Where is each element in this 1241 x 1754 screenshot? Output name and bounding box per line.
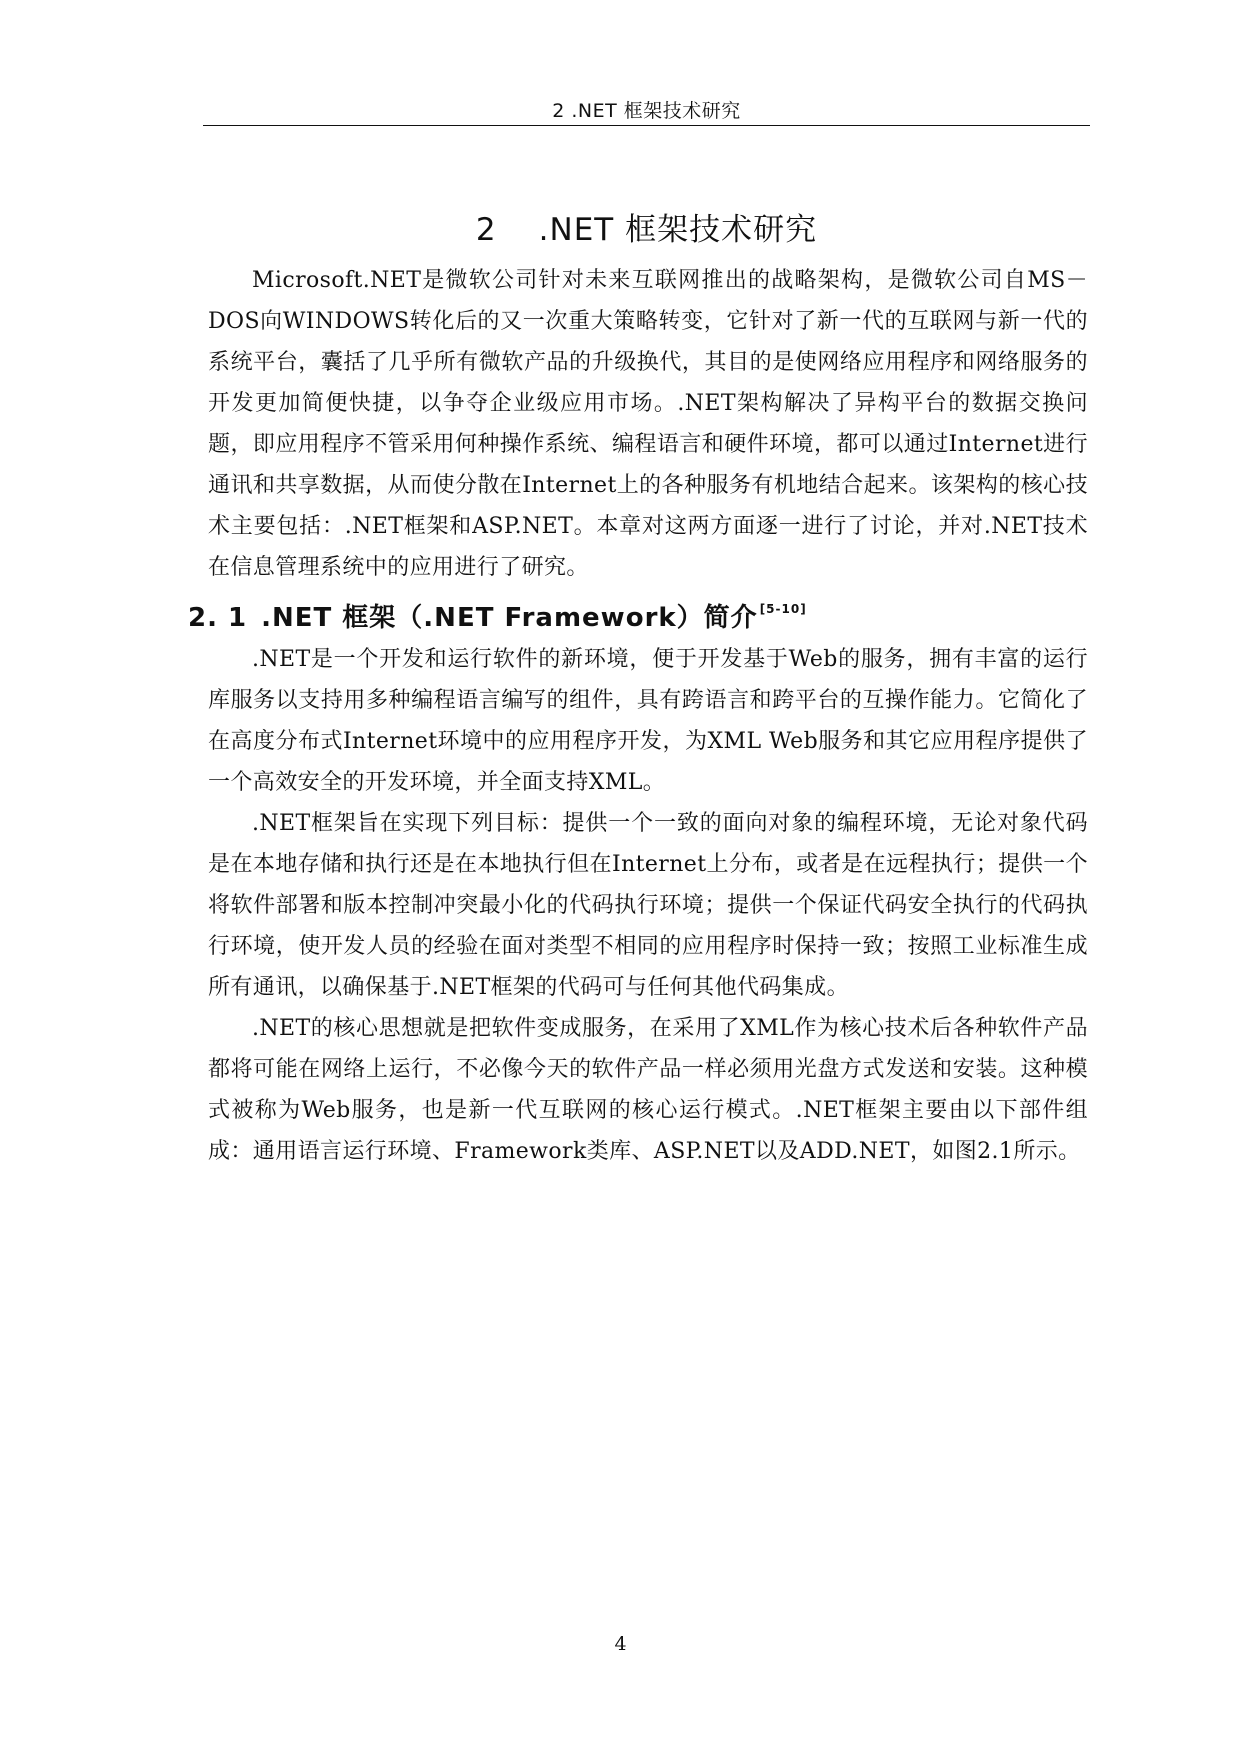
section-title: .NET 框架（.NET Framework）简介: [261, 603, 758, 633]
section-paragraph-3: .NET的核心思想就是把软件变成服务，在采用了XML作为核心技术后各种软件产品都将可能在网络上运行，不必像今天的软件产品一样必须用光盘方式发送和安装。这种模式被称为Web服务，也是新一代互联网的核心运行模式。.NET框架主要由以下部件组成：通用语言运行环境、Framework类库、ASP.NET以及ADD.NET，如图2.1所示。: [208, 1016, 1088, 1164]
section-heading: [188, 588, 1088, 639]
chapter-title: [203, 210, 1090, 250]
section-2-1: [188, 588, 1088, 1172]
citation-reference: [5-10]: [759, 602, 807, 616]
page-number: 4: [614, 1633, 627, 1655]
running-header: 2 .NET 框架技术研究: [552, 100, 741, 122]
chapter-number: 2: [475, 212, 497, 248]
chapter-title-text: .NET 框架技术研究: [538, 212, 818, 248]
section-number: 2. 1: [188, 603, 248, 633]
section-paragraph-2: .NET框架旨在实现下列目标：提供一个一致的面向对象的编程环境，无论对象代码是在本地存储和执行还是在本地执行但在Internet上分布，或者是在远程执行；提供一个将软件部署和版本控制冲突最小化的代码执行环境；提供一个保证代码安全执行的代码执行环境，使开发人员的经验在面对类型不相同的应用程序时保持一致；按照工业标准生成所有通讯，以确保基于.NET框架的代码可与任何其他代码集成。: [208, 811, 1088, 1000]
header-rule: [203, 125, 1090, 126]
section-paragraph-1: .NET是一个开发和运行软件的新环境，便于开发基于Web的服务，拥有丰富的运行库服务以支持用多种编程语言编写的组件，具有跨语言和跨平台的互操作能力。它简化了在高度分布式Internet环境中的应用程序开发，为XML Web服务和其它应用程序提供了一个高效安全的开发环境，并全面支持XML。: [208, 647, 1088, 795]
intro-paragraph: Microsoft.NET是微软公司针对未来互联网推出的战略架构，是微软公司自MS－DOS向WINDOWS转化后的又一次重大策略转变，它针对了新一代的互联网与新一代的系统平台，囊括了几乎所有微软产品的升级换代，其目的是使网络应用程序和网络服务的开发更加简便快捷，以争夺企业级应用市场。.NET架构解决了异构平台的数据交换问题，即应用程序不管采用何种操作系统、编程语言和硬件环境，都可以通过Internet进行通讯和共享数据，从而使分散在Internet上的各种服务有机地结合起来。该架构的核心技术主要包括：.NET框架和ASP.NET。本章对这两方面逐一进行了讨论，并对.NET技术在信息管理系统中的应用进行了研究。: [208, 268, 1088, 580]
chapter-intro: [208, 260, 1088, 588]
